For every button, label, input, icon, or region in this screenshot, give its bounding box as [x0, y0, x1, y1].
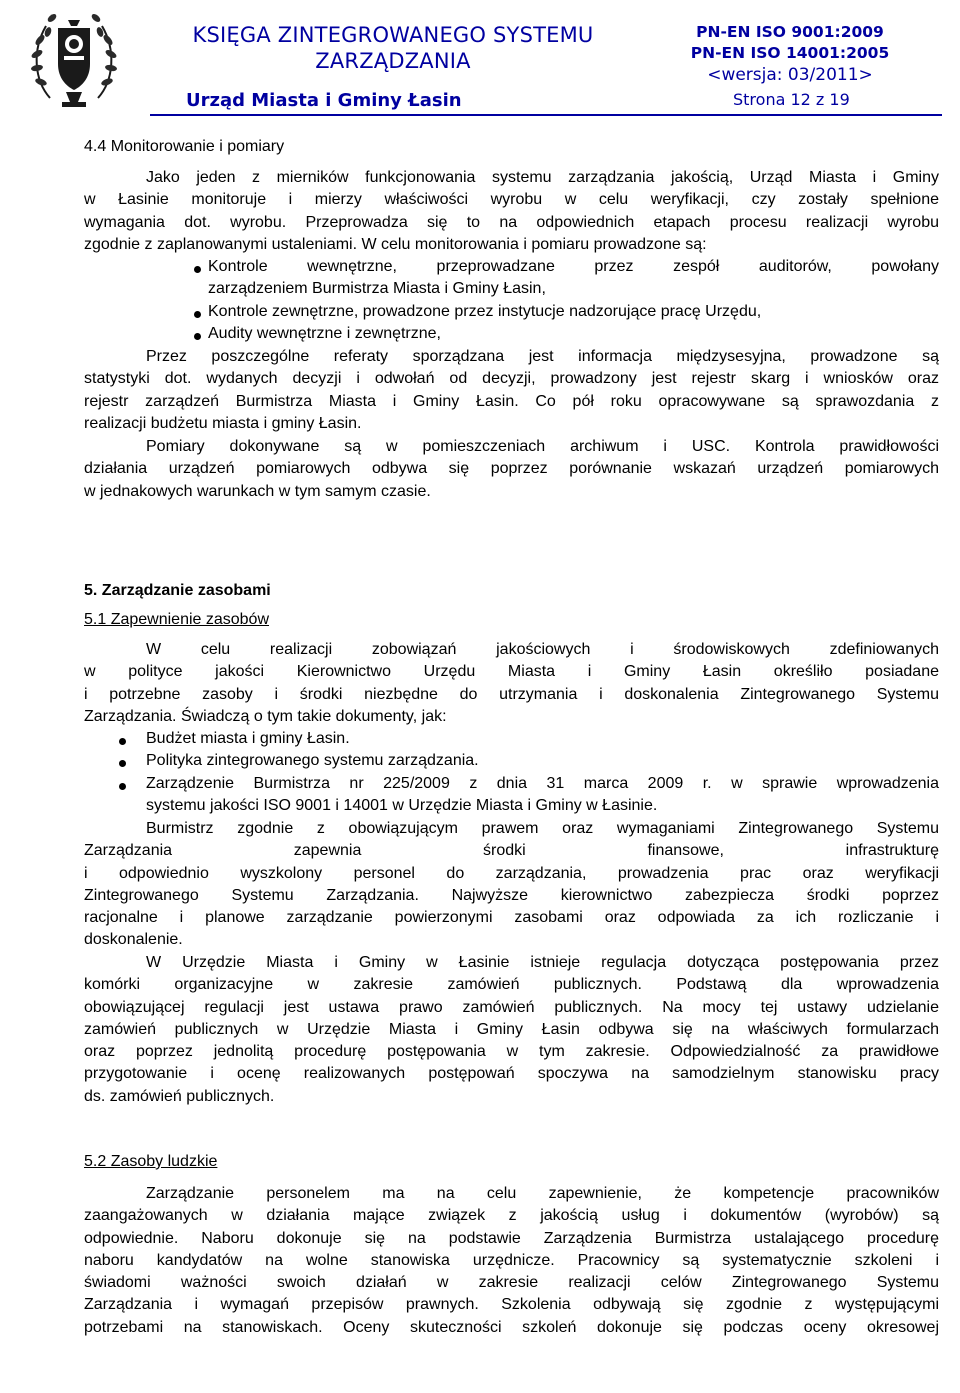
- text-line: świadomi ważności swoich działań w zakresie realizacji celów Zintegrowanego Systemu: [84, 1274, 939, 1292]
- text-line: oraz poprzez jednolitą procedurę postępowania w tym zakresie. Odpowiedzialność za prawidłowe: [84, 1043, 939, 1061]
- text-line: Zarządzanie personelem ma na celu zapewnienie, że kompetencje pracowników: [146, 1185, 939, 1202]
- header-title: [168, 22, 618, 74]
- bullet-item: [146, 750, 479, 772]
- text-line: Zarządzania zapewnia środki finansowe, infrastrukturę: [84, 842, 939, 860]
- subsection-heading-5-2: 5.2 Zasoby ludzkie: [84, 1153, 218, 1170]
- header-organization: Urząd Miasta i Gminy Łasin: [186, 90, 462, 111]
- bullet-item: [208, 256, 939, 301]
- text-line: komórki organizacyjne w zakresie zamówień publicznych. Podstawą dla wprowadzenia: [84, 976, 939, 994]
- text-line: realizacji budżetu miasta i gminy Łasin.: [84, 414, 362, 432]
- text-line: odpowiednie. Naboru dokonuje się na podstawie Zarządzenia Burmistrza ustalającego procedurę: [84, 1229, 939, 1247]
- header-page-number: Strona 12 z 19: [733, 90, 850, 109]
- bullet-dot: [194, 266, 201, 273]
- section-5-1-para3: [84, 952, 939, 1108]
- text-line: rejestr zarządzeń Burmistrza Miasta i Gminy Łasin. Co pół roku opracowywane są sprawozdania z: [84, 392, 939, 410]
- text-line: wymagania dot. wyrobu. Przeprowadza się to na odpowiednich etapach procesu realizacji wyrobu: [84, 213, 939, 231]
- text-line: Zarządzania. Świadczą o tym takie dokumenty, jak:: [84, 707, 447, 725]
- text-line: Kontrole wewnętrzne, przeprowadzane przez zespół auditorów, powołany: [208, 258, 939, 275]
- text-line: W celu realizacji zobowiązań jakościowych i środowiskowych zdefiniowanych: [146, 641, 939, 658]
- text-line: i odpowiednio wyszkolony personel do zarządzania, prowadzenia prac oraz weryfikacji: [84, 864, 939, 882]
- section-4-4-para1: [84, 167, 939, 256]
- text-line: zgodnie z zaplanowanymi ustaleniami. W celu monitorowania i pomiaru prowadzone są:: [84, 235, 707, 253]
- bullet-item: [208, 301, 761, 323]
- standard-14001: PN-EN ISO 14001:2005: [690, 44, 890, 62]
- bullet-dot: [119, 760, 126, 767]
- text-line: Burmistrz zgodnie z obowiązującym prawem oraz wymaganiami Zintegrowanego Systemu: [146, 820, 939, 837]
- text-line: Polityka zintegrowanego systemu zarządzania.: [146, 752, 479, 769]
- text-line: doskonalenie.: [84, 931, 183, 949]
- text-line: w jednakowych warunkach w tym samym czasie.: [84, 482, 431, 500]
- page-header: [0, 0, 960, 120]
- bullet-item: [146, 728, 350, 750]
- text-line: przygotowanie i ocenę realizowanych postępowań spoczywa na samodzielnym stanowisku pracy: [84, 1065, 939, 1083]
- section-5-1-para1: [84, 639, 939, 728]
- section-heading-4-4: 4.4 Monitorowanie i pomiary: [84, 138, 285, 155]
- coat-of-arms-logo: [28, 6, 120, 114]
- text-line: W Urzędzie Miasta i Gminy w Łasinie istnieje regulacja dotycząca postępowania przez: [146, 954, 939, 971]
- bullet-item: [146, 773, 939, 818]
- text-line: Audity wewnętrzne i zewnętrzne,: [208, 325, 441, 342]
- text-line: Przez poszczególne referaty sporządzana jest informacja międzysesyjna, prowadzone są: [146, 348, 939, 365]
- text-line: Zintegrowanego Systemu Zarządzania. Najwyższe kierownictwo zabezpiecza środki poprzez: [84, 886, 939, 904]
- text-line: zamówień publicznych w Urzędzie Miasta i Gminy Łasin odbywa się na właściwych formularzach: [84, 1020, 939, 1038]
- text-line: Jako jeden z mierników funkcjonowania systemu zarządzania jakością, Urząd Miasta i Gminy: [146, 169, 939, 186]
- text-line: Kontrole zewnętrzne, prowadzone przez instytucje nadzorujące pracę Urzędu,: [208, 303, 762, 320]
- bullet-dot: [119, 738, 126, 745]
- text-line: Zarządzania i wymagań przepisów prawnych. Szkolenia odbywają się zgodnie z występującymi: [84, 1296, 939, 1314]
- header-title-line2: ZARZĄDZANIA: [315, 49, 471, 73]
- subsection-heading-5-1: 5.1 Zapewnienie zasobów: [84, 611, 270, 628]
- bullet-item: [208, 323, 441, 345]
- text-line: i potrzebne zasoby i środki niezbędne do utrzymania i doskonalenia Zintegrowanego Systemu: [84, 685, 939, 703]
- section-5-1-para2: [84, 818, 939, 952]
- text-line: statystyki dot. wydanych decyzji i odwołań od decyzji, prowadzony jest rejestr skarg i wniosków oraz: [84, 370, 939, 388]
- text-line: Zarządzenie Burmistrza nr 225/2009 z dnia 31 marca 2009 r. w sprawie wprowadzenia: [146, 775, 939, 792]
- section-heading-5: 5. Zarządzanie zasobami: [84, 582, 271, 599]
- bullet-dot: [119, 783, 126, 790]
- text-line: ds. zamówień publicznych.: [84, 1087, 275, 1105]
- text-line: zarządzeniem Burmistrza Miasta i Gminy Łasin,: [208, 280, 546, 298]
- text-line: zaangażowanych w działania mające związek z jakością usług i dokumentów (wyrobów) są: [84, 1207, 939, 1225]
- text-line: działania urządzeń pomiarowych odbywa się poprzez porównanie wskazań urządzeń pomiarowych: [84, 460, 939, 478]
- text-line: systemu jakości ISO 9001 i 14001 w Urzędzie Miasta i Gminy w Łasinie.: [146, 797, 658, 815]
- text-line: potrzebami na stanowiskach. Oceny skuteczności szkoleń dokonuje się podczas oceny okresowej: [84, 1318, 939, 1336]
- section-4-4-para3: [84, 436, 939, 503]
- bullet-dot: [194, 311, 201, 318]
- text-line: w polityce jakości Kierownictwo Urzędu Miasta i Gminy Łasin określiło posiadane: [84, 663, 939, 681]
- text-line: Pomiary dokonywane są w pomieszczeniach archiwum i USC. Kontrola prawidłowości: [146, 438, 939, 455]
- header-standards: [690, 22, 890, 64]
- header-title-line1: KSIĘGA ZINTEGROWANEGO SYSTEMU: [192, 23, 594, 47]
- text-line: racjonalne i planowe zarządzanie powierzonymi zasobami oraz odpowiada za ich rozliczanie i: [84, 909, 939, 927]
- standard-9001: PN-EN ISO 9001:2009: [696, 23, 884, 41]
- text-line: w Łasinie monitoruje i mierzy właściwości wyrobu w celu weryfikacji, czy zostały spełnione: [84, 191, 939, 209]
- text-line: naboru kandydatów na wolne stanowiska urzędnicze. Pracownicy są systematycznie szkoleni i: [84, 1251, 939, 1269]
- section-4-4-para2: [84, 346, 939, 435]
- bullet-dot: [194, 333, 201, 340]
- header-version: <wersja: 03/2011>: [707, 65, 873, 85]
- header-divider: [150, 114, 942, 116]
- section-5-2-para: [84, 1183, 939, 1339]
- text-line: obowiązującej regulacji jest ustawa prawo zamówień publicznych. Na mocy tej ustawy udzielanie: [84, 998, 939, 1016]
- text-line: Budżet miasta i gminy Łasin.: [146, 730, 350, 747]
